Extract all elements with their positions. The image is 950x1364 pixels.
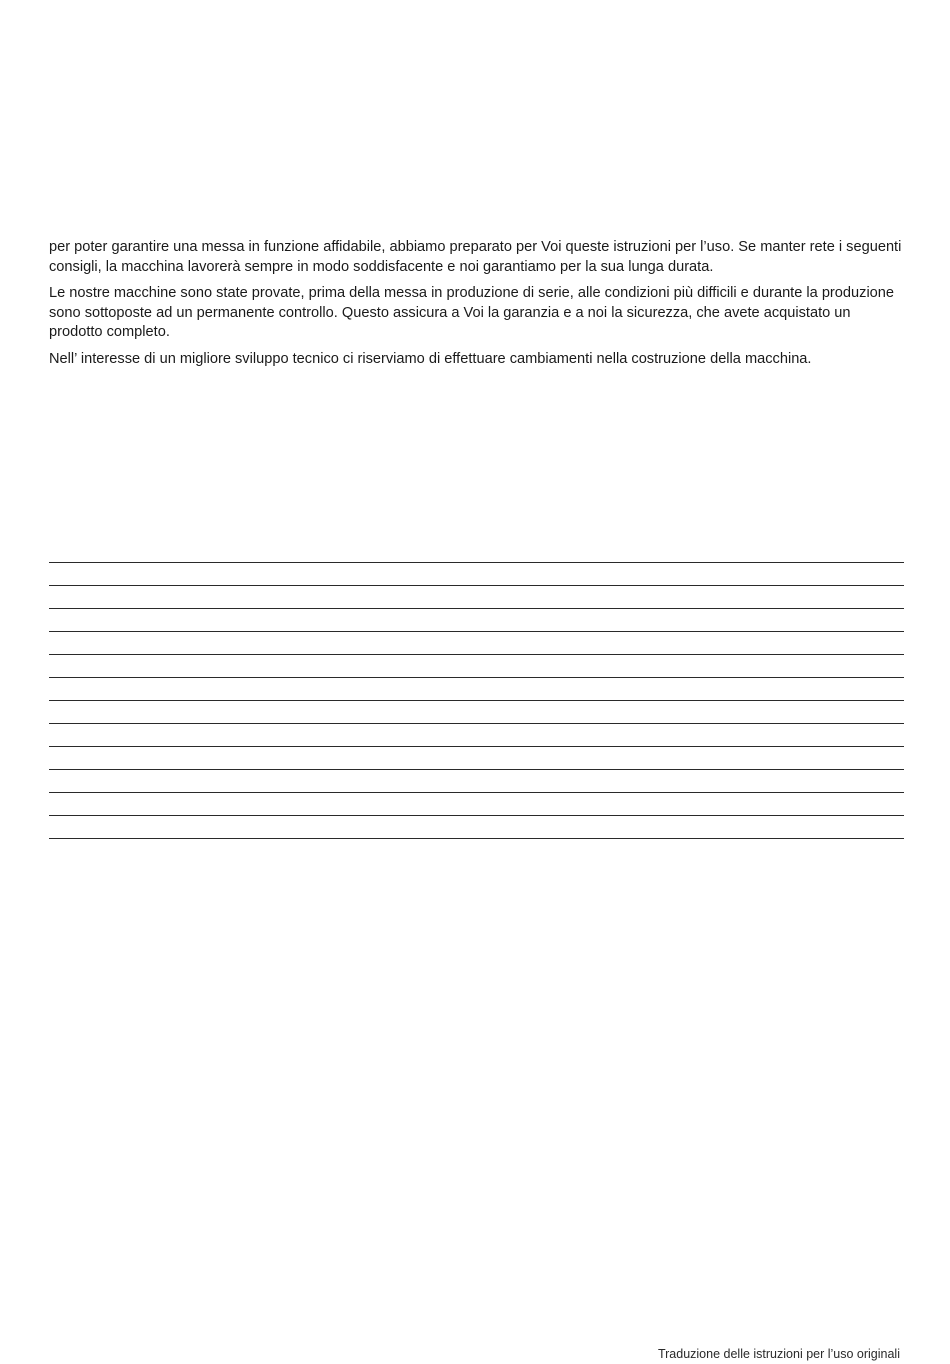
notes-lines <box>49 562 904 839</box>
intro-text <box>49 238 905 376</box>
note-line <box>49 770 904 793</box>
note-line <box>49 724 904 747</box>
note-line <box>49 563 904 586</box>
footer-note: Traduzione delle istruzioni per l’uso originali <box>657 1347 900 1361</box>
note-line <box>49 632 904 655</box>
intro-paragraph-3: Nell’ interesse di un migliore sviluppo tecnico ci riserviamo di effettuare cambiamenti nella costruzione della macchina. <box>49 350 812 367</box>
note-line <box>49 701 904 724</box>
note-line <box>49 747 904 770</box>
note-line <box>49 793 904 816</box>
note-line <box>49 816 904 839</box>
note-line <box>49 609 904 632</box>
intro-paragraph-2: Le nostre macchine sono state provate, prima della messa in produzione di serie, alle condizioni più difficili e durante la produzione sono sottoposte ad un permanente controllo. Questo assicura a Voi la garanzia e a noi la sicurezza, che avete acquistato un prodotto completo. <box>49 285 895 340</box>
note-line <box>49 586 904 609</box>
intro-paragraph-1: per poter garantire una messa in funzione affidabile, abbiamo preparato per Voi queste istruzioni per l’uso. Se manter rete i seguenti consigli, la macchina lavorerà sempre in modo soddisfacente e noi garantiamo per la sua lunga durata. <box>49 239 902 275</box>
note-line <box>49 655 904 678</box>
note-line <box>49 678 904 701</box>
